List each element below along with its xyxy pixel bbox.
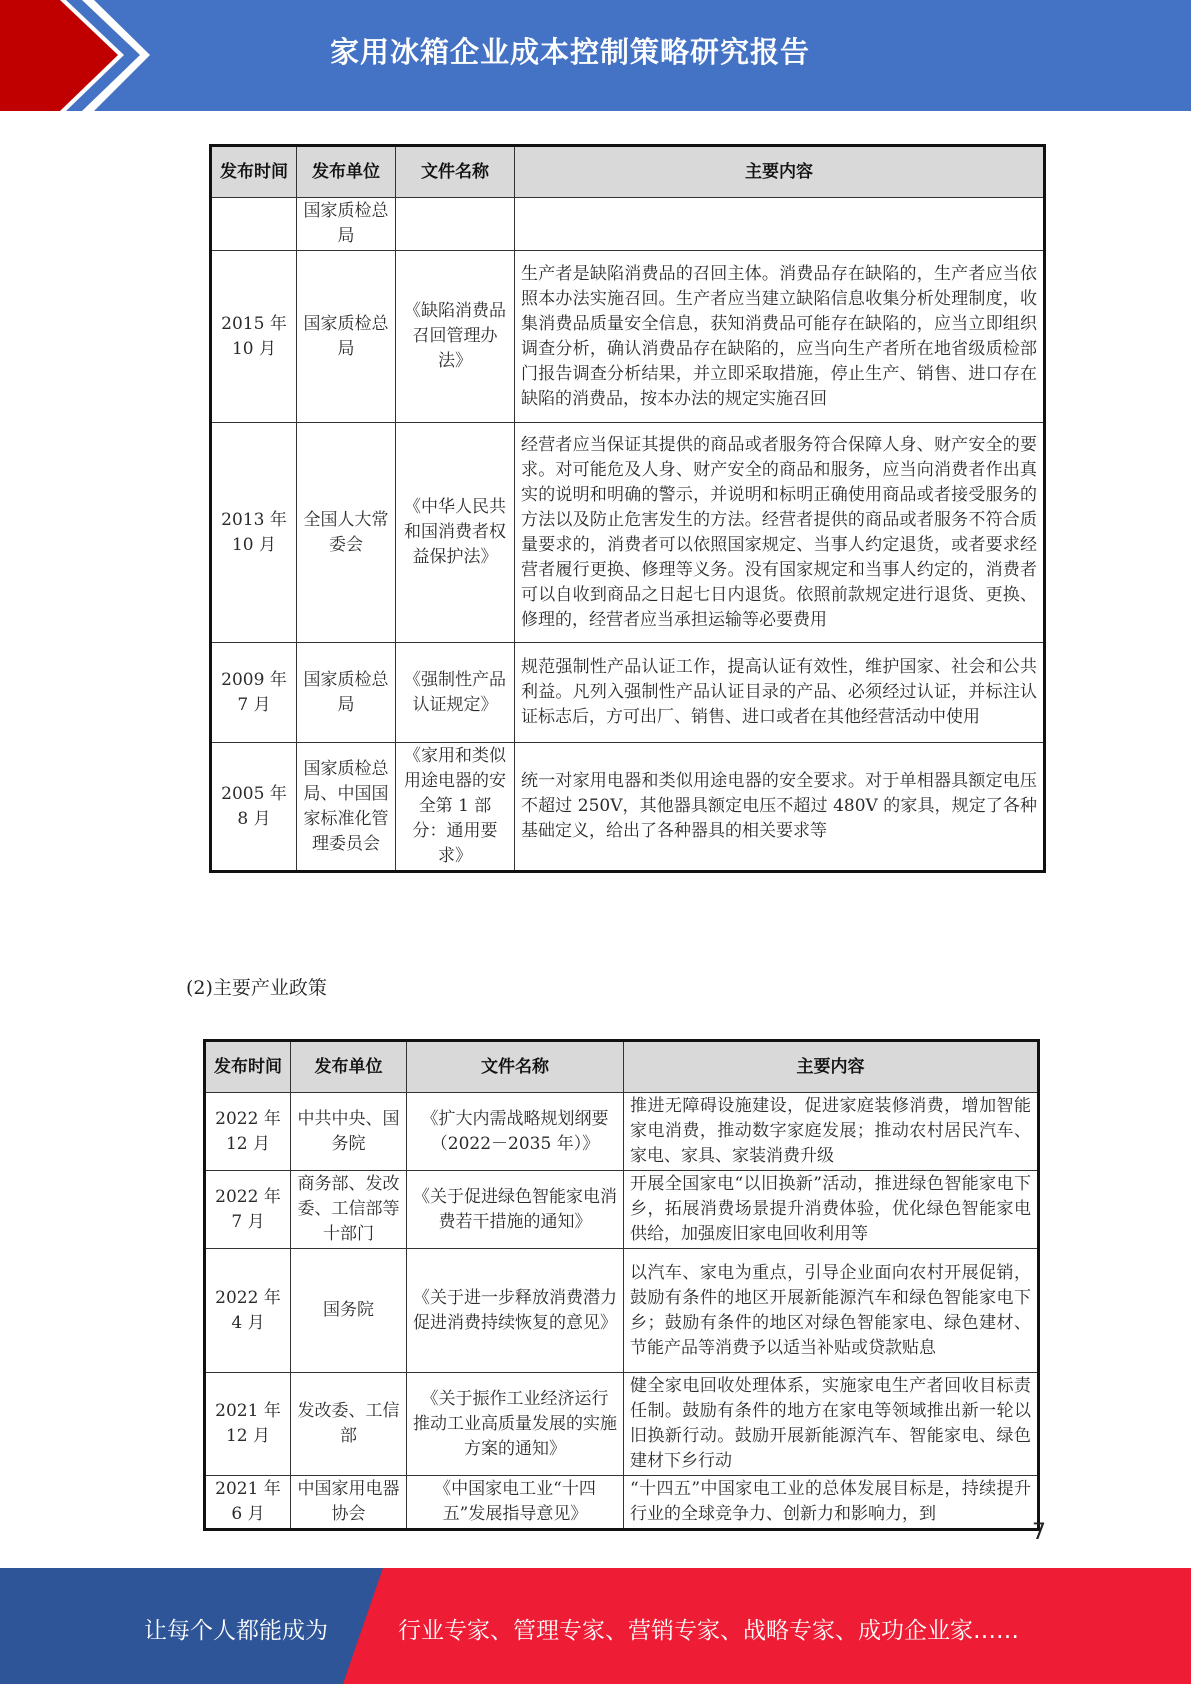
table-row: [205, 1171, 1039, 1249]
col-header-issuer: 发布单位: [297, 146, 396, 198]
cell-content: 统一对家用电器和类似用途电器的安全要求。对于单相器具额定电压不超过 250V，其他器具额定电压不超过 480V 的家具，规定了各种基础定义，给出了各种器具的相关要求等: [515, 743, 1045, 872]
regulations-table: [209, 144, 1046, 873]
cell-issuer: 国家质检总局、中国国家标准化管理委员会: [297, 743, 396, 872]
cell-date: 2013 年 10 月: [211, 423, 297, 643]
cell-issuer: 中国家用电器协会: [291, 1476, 407, 1530]
col-header-document: 文件名称: [407, 1041, 624, 1093]
cell-issuer: 国务院: [291, 1249, 407, 1373]
cell-document: 《关于促进绿色智能家电消费若干措施的通知》: [407, 1171, 624, 1249]
cell-document: 《强制性产品认证规定》: [396, 643, 515, 743]
table-row: [205, 1373, 1039, 1476]
cell-date: 2022 年 4 月: [205, 1249, 291, 1373]
cell-issuer: 国家质检总局: [297, 198, 396, 251]
report-title: 家用冰箱企业成本控制策略研究报告: [330, 35, 811, 69]
table-row: [211, 198, 1045, 251]
footer-slogan-left: 让每个人都能成为: [144, 1618, 328, 1644]
cell-document: 《中国家电工业“十四五”发展指导意见》: [407, 1476, 624, 1530]
col-header-document: 文件名称: [396, 146, 515, 198]
cell-issuer: 发改委、工信部: [291, 1373, 407, 1476]
footer-slogan-right: 行业专家、管理专家、营销专家、战略专家、成功企业家……: [398, 1618, 1019, 1644]
col-header-date: 发布时间: [211, 146, 297, 198]
cell-content: 生产者是缺陷消费品的召回主体。消费品存在缺陷的，生产者应当依照本办法实施召回。生产者应当建立缺陷信息收集分析处理制度，收集消费品质量安全信息，获知消费品可能存在缺陷的，应当立即组织调查分析，确认消费品存在缺陷的，应当向生产者所在地省级质检部门报告调查分析结果，并立即采取措施，停止生产、销售、进口存在缺陷的消费品，按本办法的规定实施召回: [515, 251, 1045, 423]
cell-document: [396, 198, 515, 251]
cell-document: 《家用和类似用途电器的安全第 1 部分：通用要求》: [396, 743, 515, 872]
page-header: [0, 0, 1191, 111]
cell-content: [515, 198, 1045, 251]
col-header-issuer: 发布单位: [291, 1041, 407, 1093]
col-header-date: 发布时间: [205, 1041, 291, 1093]
cell-issuer: 国家质检总局: [297, 643, 396, 743]
table-row: [211, 251, 1045, 423]
cell-content: 以汽车、家电为重点，引导企业面向农村开展促销，鼓励有条件的地区开展新能源汽车和绿色智能家电下乡；鼓励有条件的地区对绿色智能家电、绿色建材、节能产品等消费予以适当补贴或贷款贴息: [624, 1249, 1039, 1373]
table-row: [205, 1093, 1039, 1171]
table-row: [205, 1476, 1039, 1530]
cell-content: 开展全国家电“以旧换新”活动，推进绿色智能家电下乡，拓展消费场景提升消费体验，优化绿色智能家电供给，加强废旧家电回收利用等: [624, 1171, 1039, 1249]
cell-date: 2022 年 7 月: [205, 1171, 291, 1249]
section-heading: (2)主要产业政策: [186, 977, 327, 999]
header-chevron-logo: [0, 0, 160, 111]
cell-document: 《扩大内需战略规划纲要（2022－2035 年）》: [407, 1093, 624, 1171]
cell-issuer: 中共中央、国务院: [291, 1093, 407, 1171]
col-header-content: 主要内容: [624, 1041, 1039, 1093]
cell-issuer: 国家质检总局: [297, 251, 396, 423]
cell-date: 2021 年 6 月: [205, 1476, 291, 1530]
cell-content: 经营者应当保证其提供的商品或者服务符合保障人身、财产安全的要求。对可能危及人身、财产安全的商品和服务，应当向消费者作出真实的说明和明确的警示，并说明和标明正确使用商品或者接受服务的方法以及防止危害发生的方法。经营者提供的商品或者服务不符合质量要求的，消费者可以依照国家规定、当事人约定退货，或者要求经营者履行更换、修理等义务。没有国家规定和当事人约定的，消费者可以自收到商品之日起七日内退货。依照前款规定进行退货、更换、修理的，经营者应当承担运输等必要费用: [515, 423, 1045, 643]
cell-issuer: 商务部、发改委、工信部等十部门: [291, 1171, 407, 1249]
table-row: [211, 423, 1045, 643]
table-row: [205, 1249, 1039, 1373]
cell-content: 健全家电回收处理体系，实施家电生产者回收目标责任制。鼓励有条件的地方在家电等领域推出新一轮以旧换新行动。鼓励开展新能源汽车、智能家电、绿色建材下乡行动: [624, 1373, 1039, 1476]
page-number: 7: [1032, 1520, 1046, 1545]
cell-content: “十四五”中国家电工业的总体发展目标是，持续提升行业的全球竞争力、创新力和影响力，到: [624, 1476, 1039, 1530]
cell-document: 《关于振作工业经济运行 推动工业高质量发展的实施方案的通知》: [407, 1373, 624, 1476]
cell-date: 2009 年 7 月: [211, 643, 297, 743]
cell-issuer: 全国人大常委会: [297, 423, 396, 643]
cell-content: 推进无障碍设施建设，促进家庭装修消费，增加智能家电消费，推动数字家庭发展；推动农村居民汽车、家电、家具、家装消费升级: [624, 1093, 1039, 1171]
cell-content: 规范强制性产品认证工作，提高认证有效性，维护国家、社会和公共利益。凡列入强制性产品认证目录的产品、必须经过认证，并标注认证标志后，方可出厂、销售、进口或者在其他经营活动中使用: [515, 643, 1045, 743]
cell-document: 《中华人民共和国消费者权益保护法》: [396, 423, 515, 643]
cell-date: [211, 198, 297, 251]
cell-document: 《缺陷消费品召回管理办法》: [396, 251, 515, 423]
table-row: [211, 743, 1045, 872]
col-header-content: 主要内容: [515, 146, 1045, 198]
cell-document: 《关于进一步释放消费潜力促进消费持续恢复的意见》: [407, 1249, 624, 1373]
cell-date: 2005 年 8 月: [211, 743, 297, 872]
table-row: [211, 643, 1045, 743]
cell-date: 2015 年 10 月: [211, 251, 297, 423]
cell-date: 2021 年 12 月: [205, 1373, 291, 1476]
page-footer: [0, 1568, 1191, 1684]
industry-policy-table: [203, 1039, 1040, 1531]
cell-date: 2022 年 12 月: [205, 1093, 291, 1171]
table-header-row: [211, 146, 1045, 198]
table-header-row: [205, 1041, 1039, 1093]
